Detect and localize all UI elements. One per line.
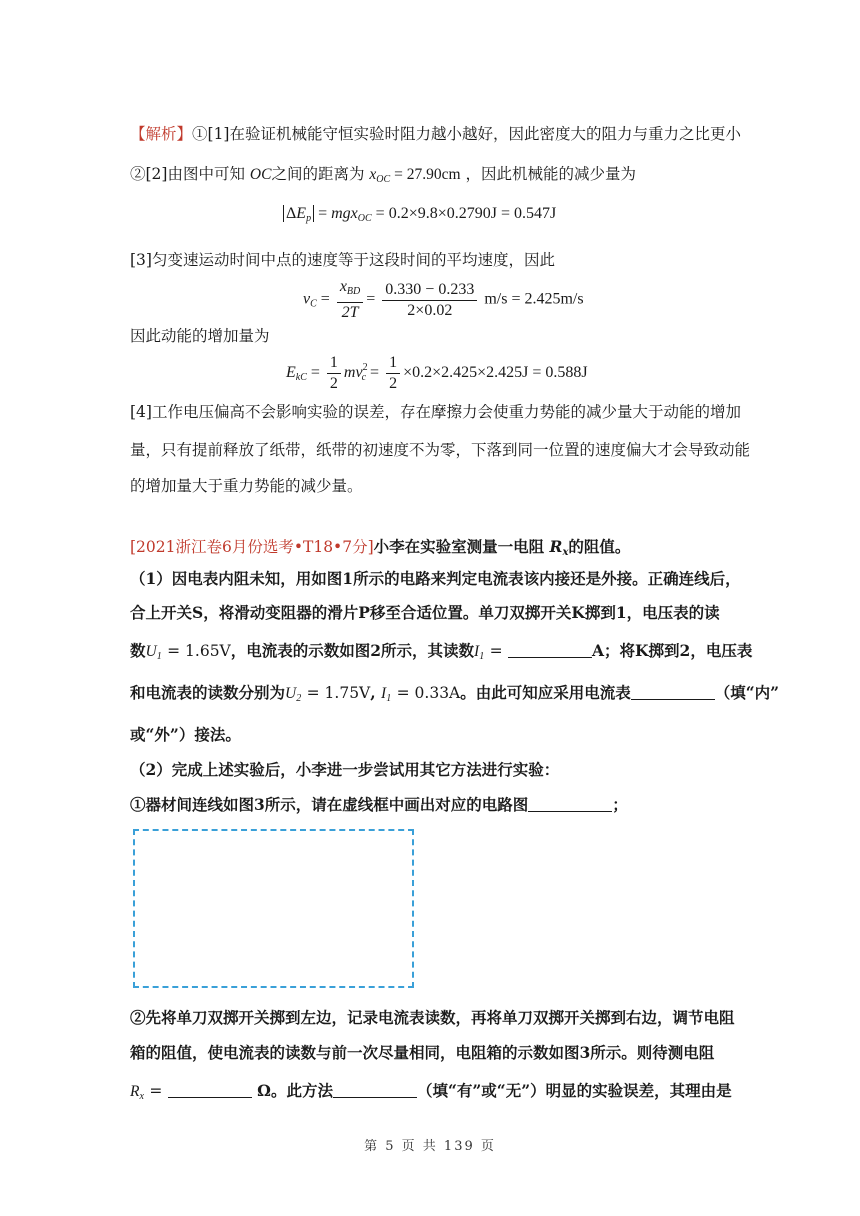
analysis-line-5: [4]工作电压偏高不会影响实验的误差，存在摩擦力会使重力势能的减少量大于动能的增加	[130, 403, 741, 421]
answer-blank-connection[interactable]	[631, 685, 715, 700]
frac-numeric: $\frac{0.330 - 0.233}{2\times 0.02}$	[382, 281, 477, 320]
page-footer: 第 5 页 共 139 页	[364, 1139, 496, 1154]
math-x-oc: $x_{OC} = 27.90cm$	[369, 166, 461, 185]
q1-line-2: 合上开关S，将滑动变阻器的滑片P移至合适位置。单刀双掷开关K掷到1，电压表的读	[130, 603, 720, 622]
analysis-text-2b: 之间的距离为	[271, 165, 365, 183]
question-stem-tail: 的阻值。	[568, 537, 631, 556]
q1-line-3: 数$U_1 = 1.65V$，电流表的示数如图2所示，其读数$I_1 = A$；将K掷到2，电压表	[130, 641, 753, 662]
circuit-drawing-box[interactable]	[133, 829, 414, 988]
question-header: [2021浙江卷6月份选考•T18•7分]小李在实验室测量一电阻 $R_x$的阻值。	[130, 537, 631, 558]
equation-1-rhs: = 0.2×9.8×0.2790J = 0.547J	[375, 205, 557, 222]
analysis-line-1	[130, 124, 741, 144]
question-source: [2021浙江卷6月份选考•T18•7分]	[130, 538, 374, 556]
q2-line-4: 箱的阻值，使电流表的读数与前一次尽量相同，电阻箱的示数如图3所示。则待测电阻	[130, 1043, 715, 1062]
equation-2-unit: m/s = 2.425m/s	[484, 290, 584, 308]
question-stem: 小李在实验室测量一电阻	[373, 537, 545, 556]
answer-blank-circuit[interactable]	[528, 797, 612, 812]
q1-line-1: （1）因电表内阻未知，用如图1所示的电路来判定电流表该内接还是外接。正确连线后，	[130, 569, 741, 588]
equation-3-rhs: ×0.2×2.425×2.425J = 0.588J	[403, 364, 588, 382]
frac-half-1: $\frac{1}{2}$	[327, 354, 341, 393]
equation-delta-ep: $\Delta E_p = mgx_{OC} = 0.2\times 9.8\times 0.2790J = 0.547J$	[283, 205, 556, 224]
q1-line-5: 或“外”）接法。	[130, 725, 241, 744]
answer-blank-rx[interactable]	[168, 1083, 252, 1098]
math-oc: OC	[249, 166, 272, 183]
frac-half-2: $\frac{1}{2}$	[386, 354, 400, 393]
analysis-line-6: 量，只有提前释放了纸带，纸带的初速度不为零，下落到同一位置的速度偏大才会导致动能	[130, 441, 751, 459]
analysis-tag: 【解析】	[130, 125, 193, 143]
q2-line-3: ②先将单刀双掷开关掷到左边，记录电流表读数，再将单刀双掷开关掷到右边，调节电阻	[130, 1008, 735, 1027]
equation-ekc: $E_{kC}$ = $\frac{1}{2}$ $mv^2_c$ = $\frac{1}{2}$ ×0.2×2.425×2.425J = 0.588J	[286, 354, 588, 392]
analysis-line-3: [3]匀变速运动时间中点的速度等于这段时间的平均速度，因此	[130, 251, 555, 269]
analysis-text-1: ①[1]在验证机械能守恒实验时阻力越小越好，因此密度大的阻力与重力之比更小	[192, 125, 741, 143]
analysis-line-4: 因此动能的增加量为	[130, 327, 270, 345]
q2-line-5: $R_x = \Omega$。此方法 （填“有”或“无”）明显的实验误差，其理由是	[130, 1081, 732, 1102]
answer-blank-error[interactable]	[333, 1083, 417, 1098]
equation-vc: $v_C$ = $\frac{x_{BD}}{2T}$ = $\frac{0.330 - 0.233}{2\times 0.02}$ m/s = 2.425m/s	[303, 278, 584, 321]
q2-line-2: ①器材间连线如图3所示，请在虚线框中画出对应的电路图 ；	[130, 795, 628, 814]
analysis-text-2a: ②[2]由图中可知	[130, 165, 245, 183]
answer-blank-i1[interactable]	[508, 643, 592, 658]
q2-line-1: （2）完成上述实验后，小李进一步尝试用其它方法进行实验：	[130, 760, 560, 779]
q1-line-4: 和电流表的读数分别为$U_2 = 1.75V$, $I_1 = 0.33A$。由此可知应采用电流表 （填“内”	[130, 683, 780, 704]
analysis-line-2	[130, 164, 636, 190]
frac-xbd-2t: $\frac{x_{BD}}{2T}$	[337, 278, 363, 322]
analysis-text-2c: ，因此机械能的减少量为	[465, 165, 636, 183]
analysis-line-7: 的增加量大于重力势能的减少量。	[130, 477, 363, 495]
